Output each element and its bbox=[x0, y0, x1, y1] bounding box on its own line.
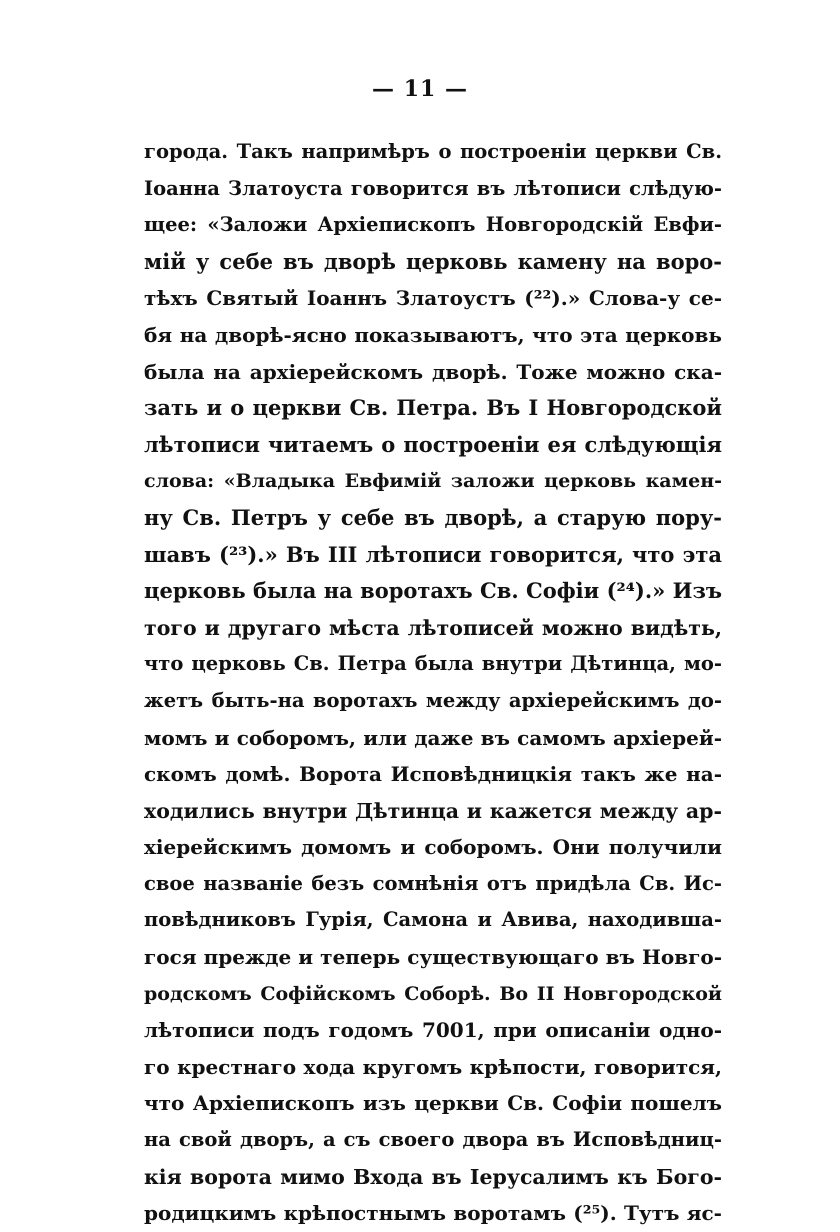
text-line: бя на дворѣ-ясно показываютъ, что эта церковь bbox=[144, 322, 722, 347]
text-line: скомъ домѣ. Ворота Исповѣдницкія такъ же на- bbox=[144, 762, 722, 787]
text-line: слова: «Владыка Евфимій заложи церковь камен- bbox=[144, 470, 722, 493]
text-line: ну Св. Петръ у себе въ дворѣ, а старую пору- bbox=[144, 504, 722, 530]
body-text bbox=[144, 134, 722, 1232]
text-line: Іоанна Златоуста говорится въ лѣтописи слѣдую- bbox=[144, 176, 722, 200]
page-number: — 11 — bbox=[372, 76, 468, 102]
text-line: гося прежде и теперь существующаго въ Новго- bbox=[144, 945, 722, 970]
text-line: что церковь Св. Петра была внутри Дѣтинца, мо- bbox=[144, 652, 722, 676]
text-line: была на архіерейскомъ дворѣ. Тоже можно ска- bbox=[144, 359, 722, 384]
text-line: лѣтописи подъ годомъ 7001, при описаніи одно- bbox=[144, 1018, 722, 1043]
text-line: щее: «Заложи Архіепископъ Новгородскій Евфи- bbox=[144, 213, 722, 237]
text-line: тѣхъ Святый Іоаннъ Златоустъ (²²).» Слова-у се- bbox=[144, 286, 722, 311]
text-line: родскомъ Софійскомъ Соборѣ. Во II Новгородской bbox=[144, 982, 722, 1005]
text-line: жетъ быть-на воротахъ между архіерейскимъ до- bbox=[144, 688, 722, 712]
text-line: города. Такъ напримѣръ о построеніи церкви Св. bbox=[144, 140, 722, 163]
text-line: церковь была на воротахъ Св. Софіи (²⁴).» Изъ bbox=[144, 578, 722, 604]
text-line: хіерейскимъ домомъ и соборомъ. Они получили bbox=[144, 835, 722, 860]
text-line: свое названіе безъ сомнѣнія отъ придѣла Св. Ис- bbox=[144, 871, 722, 895]
text-line: лѣтописи читаемъ о построеніи ея слѣдующія bbox=[144, 431, 722, 457]
text-line: момъ и соборомъ, или даже въ самомъ архіерей- bbox=[144, 725, 722, 750]
text-line: того и другаго мѣста лѣтописей можно видѣть, bbox=[144, 615, 722, 640]
text-line: повѣдниковъ Гурія, Самона и Авива, находивша- bbox=[144, 908, 722, 932]
text-line: что Архіепископъ изъ церкви Св. Софіи пошелъ bbox=[144, 1091, 722, 1116]
text-line: ходились внутри Дѣтинца и кажется между ар- bbox=[144, 798, 722, 823]
text-line: родицкимъ крѣпостнымъ воротамъ (²⁵). Тутъ яс- bbox=[144, 1201, 722, 1226]
text-line: кія ворота мимо Входа въ Іерусалимъ къ Бого- bbox=[144, 1164, 722, 1189]
text-line: шавъ (²³).» Въ III лѣтописи говорится, что эта bbox=[144, 541, 722, 567]
text-line: го крестнаго хода кругомъ крѣпости, говорится, bbox=[144, 1054, 722, 1079]
text-line: на свой дворъ, а съ своего двора въ Исповѣдниц- bbox=[144, 1128, 722, 1152]
text-line: мій у себе въ дворѣ церковь камену на воро- bbox=[144, 248, 722, 274]
text-line: зать и о церкви Св. Петра. Въ I Новгородской bbox=[144, 395, 722, 421]
